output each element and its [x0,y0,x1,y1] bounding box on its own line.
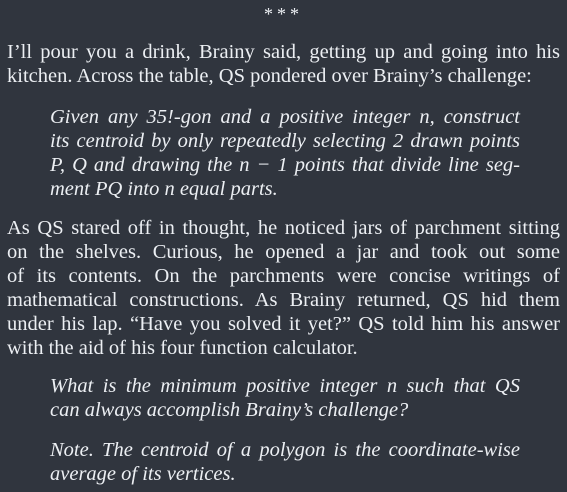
paragraph-line: under his lap. “Have you solved it yet?” QS told him his answer [7,313,560,335]
paragraph-line: on the shelves. Curious, he opened a jar and took out some [7,241,560,263]
question-statement [50,374,520,422]
note-line: average of its vertices. [50,463,236,485]
challenge-line: its centroid by only repeatedly selecting 2 drawn points [50,130,520,152]
paragraph-line: As QS stared off in thought, he noticed jars of parchment sitting [7,217,560,239]
note-line: Note. The centroid of a polygon is the coordinate-wise [50,439,520,461]
challenge-line: ment PQ into n equal parts. [50,178,278,200]
question-line: What is the minimum positive integer n such that QS [50,375,520,397]
challenge-statement [50,105,520,201]
narrative-paragraph-2 [7,216,560,360]
paragraph-line: of its contents. On the parchments were concise writings of [7,265,560,287]
narrative-paragraph-1 [7,40,560,88]
paragraph-line: with the aid of his four function calculator. [7,337,358,359]
challenge-line: P, Q and drawing the n − 1 points that divide line seg- [50,154,520,176]
note-statement [50,438,520,486]
challenge-line: Given any 35!-gon and a positive integer n, construct [50,106,520,128]
section-separator: *** [264,4,303,24]
paragraph-line: I’ll pour you a drink, Brainy said, getting up and going into his [7,41,560,63]
question-line: can always accomplish Brainy’s challenge? [50,399,409,421]
paragraph-line: mathematical constructions. As Brainy returned, QS hid them [7,289,560,311]
paragraph-line: kitchen. Across the table, QS pondered over Brainy’s challenge: [7,65,532,87]
